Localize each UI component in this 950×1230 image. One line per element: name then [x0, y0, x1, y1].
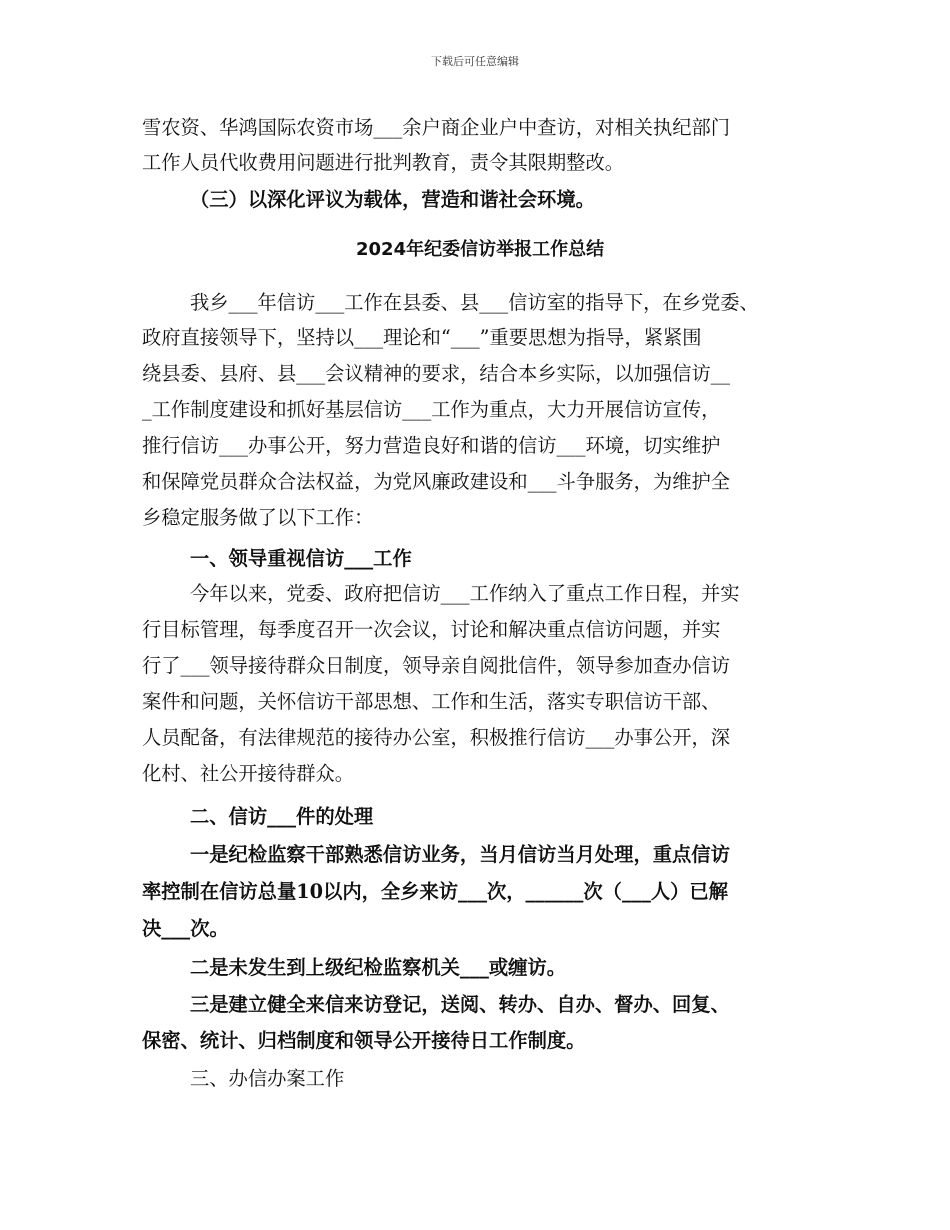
document-title: 2024年纪委信访举报工作总结 — [356, 239, 605, 260]
body-line: 案件和问题，关怀信访干部思想、工作和生活，落实专职信访干部、 — [142, 690, 721, 713]
body-line: 推行信访___办事公开，努力营造良好和谐的信访___环境，切实维护 — [142, 434, 721, 457]
body-line-bold: 一是纪检监察干部熟悉信访业务，当月信访当月处理，重点信访 — [190, 843, 730, 866]
body-line: 绕县委、县府、县___会议精神的要求，结合本乡实际，以加强信访__ — [142, 362, 731, 385]
section-heading: 二、信访___件的处理 — [190, 805, 374, 828]
body-line: _工作制度建设和抓好基层信访___工作为重点，大力开展信访宣传， — [142, 398, 721, 421]
body-line: 我乡___年信访___工作在县委、县___信访室的指导下，在乡党委、 — [190, 291, 759, 314]
body-line-bold: 率控制在信访总量10以内，全乡来访___次，______次（___人）已解 — [142, 880, 728, 903]
body-line: 雪农资、华鸿国际农资市场___余户商企业户中查访，对相关执纪部门 — [142, 116, 731, 139]
body-line-bold: 三是建立健全来信来访登记，送阅、转办、自办、督办、回复、 — [190, 993, 730, 1016]
section-heading: 一、领导重视信访___工作 — [190, 547, 412, 570]
body-line-bold: 决___次。 — [142, 917, 229, 940]
body-line-bold: 保密、统计、归档制度和领导公开接待日工作制度。 — [142, 1029, 586, 1052]
body-line: 人员配备，有法律规范的接待办公室，积极推行信访___办事公开，深 — [142, 726, 731, 749]
body-line: 政府直接领导下，坚持以___理论和“___”重要思想为指导，紧紧围 — [142, 326, 702, 349]
body-line: 乡稳定服务做了以下工作： — [142, 506, 374, 529]
section-heading: 三、办信办案工作 — [190, 1067, 345, 1090]
body-line: 今年以来，党委、政府把信访___工作纳入了重点工作日程，并实 — [190, 582, 740, 605]
body-line: 化村、社公开接待群众。 — [142, 762, 355, 785]
body-line: 和保障党员群众合法权益，为党风廉政建设和___斗争服务，为维护全 — [142, 470, 731, 493]
body-line: 工作人员代收费用问题进行批判教育，责令其限期整改。 — [142, 151, 625, 174]
body-line: 行目标管理，每季度召开一次会议，讨论和解决重点信访问题，并实 — [142, 618, 721, 641]
body-line: 行了___领导接待群众日制度，领导亲自阅批信件，领导参加查办信访 — [142, 654, 731, 677]
page-header: 下载后可任意编辑 — [431, 55, 519, 68]
body-line-bold: 二是未发生到上级纪检监察机关___或缠访。 — [190, 956, 566, 979]
section-heading: （三）以深化评议为载体，营造和谐社会环境。 — [190, 188, 595, 211]
